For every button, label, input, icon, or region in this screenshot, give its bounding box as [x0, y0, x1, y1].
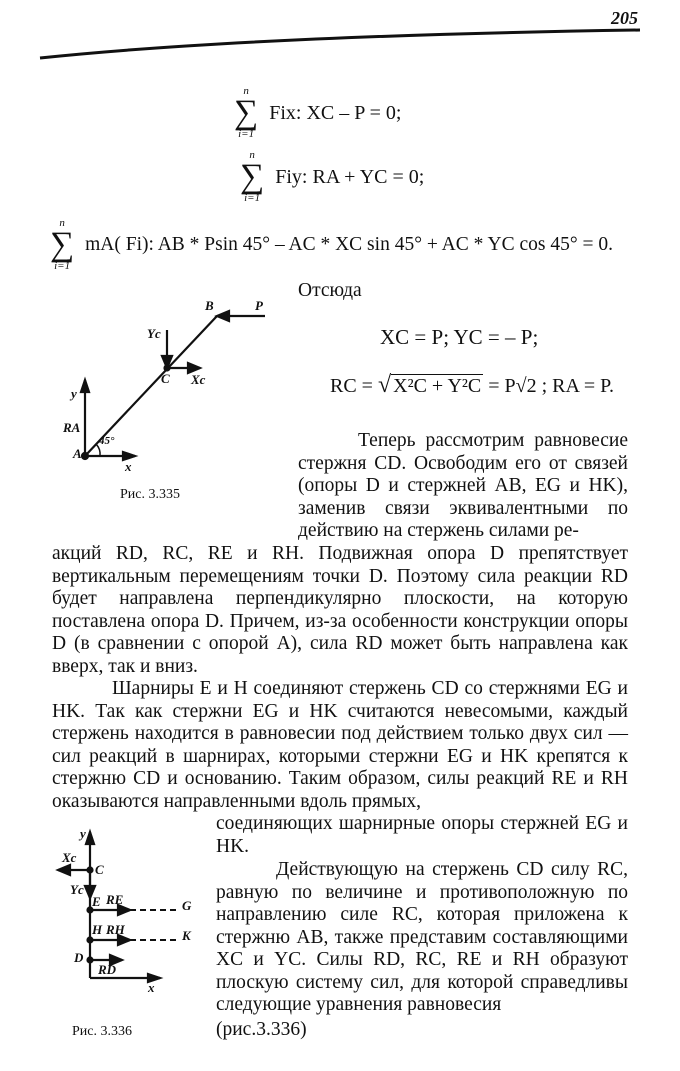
label-g: G — [182, 898, 192, 913]
label-x: x — [125, 459, 132, 474]
equation-text: Fiy: RA + YC = 0; — [275, 165, 425, 188]
result-equation-1: XC = P; YC = – P; — [380, 325, 539, 349]
equation-moment — [50, 218, 613, 272]
paragraph-3-end: (рис.3.336) — [216, 1019, 307, 1040]
paragraph-2-narrow: соединяющих шарнирные опоры стержней EG и HK. — [216, 813, 628, 857]
figure-caption-3-336: Рис. 3.336 — [72, 1024, 132, 1039]
figure-3-335 — [55, 298, 280, 478]
label-re: RE — [106, 892, 124, 907]
summation-symbol: n ∑ i=1 — [50, 217, 75, 273]
label-xc: Xc — [191, 372, 206, 387]
radicand: X²C + Y²C — [393, 375, 482, 397]
label-b: B — [205, 298, 214, 313]
label-rh: RH — [106, 922, 125, 937]
label-x: x — [148, 980, 155, 993]
label-ra: RA — [63, 420, 81, 435]
paragraph-2-full: Шарниры E и H соединяют стержень CD со стержнями EG и HK. Так как стержни EG и HK считаются невесомыми, каждый стержень находится в равновесии под действием только двух сил — сил реакций в шарнирах, которыми стержни EG и HK крепятся к стержню CD и основанию. Таким образом, силы реакций RE и RH оказываются направленными вдоль прямых, — [52, 678, 628, 812]
label-yc: Yc — [147, 326, 161, 341]
hence-label: Отсюда — [298, 280, 362, 301]
summation-symbol: n ∑ i=1 — [234, 85, 259, 141]
label-y: y — [71, 386, 77, 401]
label-yc: Yc — [70, 882, 84, 897]
label-h: H — [92, 922, 103, 937]
label-c: C — [95, 862, 104, 877]
label-k: K — [182, 928, 191, 943]
label-45: 45° — [99, 435, 115, 447]
header-rule — [0, 0, 680, 70]
figure-3-336 — [40, 818, 215, 993]
label-e: E — [92, 894, 101, 909]
label-xc: Xc — [62, 850, 77, 865]
paragraph-1-full: акций RD, RC, RE и RH. Подвижная опора D препятствует вертикальным перемещениям точки D. Поэтому сила реакции RD будет направлена перпендикулярно плоскости, на которую поставлена опора D. Причем, из-за особенности конструкции опоры D (в сравнении с опорой A), сила RD может быть направлена как вверх, так и вниз. — [52, 543, 628, 677]
arrow-p — [217, 311, 229, 321]
equation-text: mA( Fi): AB * Psin 45° – AC * XC sin 45° + AC * YC cos 45° = 0. — [85, 234, 614, 256]
summation-symbol: n ∑ i=1 — [240, 149, 265, 205]
paragraph-3-narrow: Действующую на стержень CD силу RC, равную по величине и противоположную по направлению силе RC, которая приложена к стержню AB, также представим составляющими XC и YC. Силы RD, RC, RE и RH образуют плоскую систему сил, для которой справедливы следующие уравнения равновесия — [216, 859, 628, 1015]
label-y: y — [80, 826, 86, 841]
equation-sum-y — [240, 150, 424, 204]
label-p: P — [255, 298, 263, 313]
label-rd: RD — [98, 962, 117, 977]
equation-text: Fix: XC – P = 0; — [269, 101, 402, 124]
paragraph-1-narrow: Теперь рассмотрим равновесие стержня CD. Освободим его от связей (опоры D и стержней AB, EG и HK), заменив связи эквивалентными по действию на стержень силами ре- — [298, 430, 628, 541]
result-equation-2: RC = √ X²C + Y²C = P√2 ; RA = P. — [330, 372, 615, 398]
label-d: D — [74, 950, 84, 965]
label-c: C — [161, 371, 170, 386]
page-number: 205 — [611, 8, 638, 28]
figure-caption-3-335: Рис. 3.335 — [120, 487, 180, 502]
label-a: A — [73, 446, 82, 461]
equation-sum-x — [234, 86, 402, 140]
